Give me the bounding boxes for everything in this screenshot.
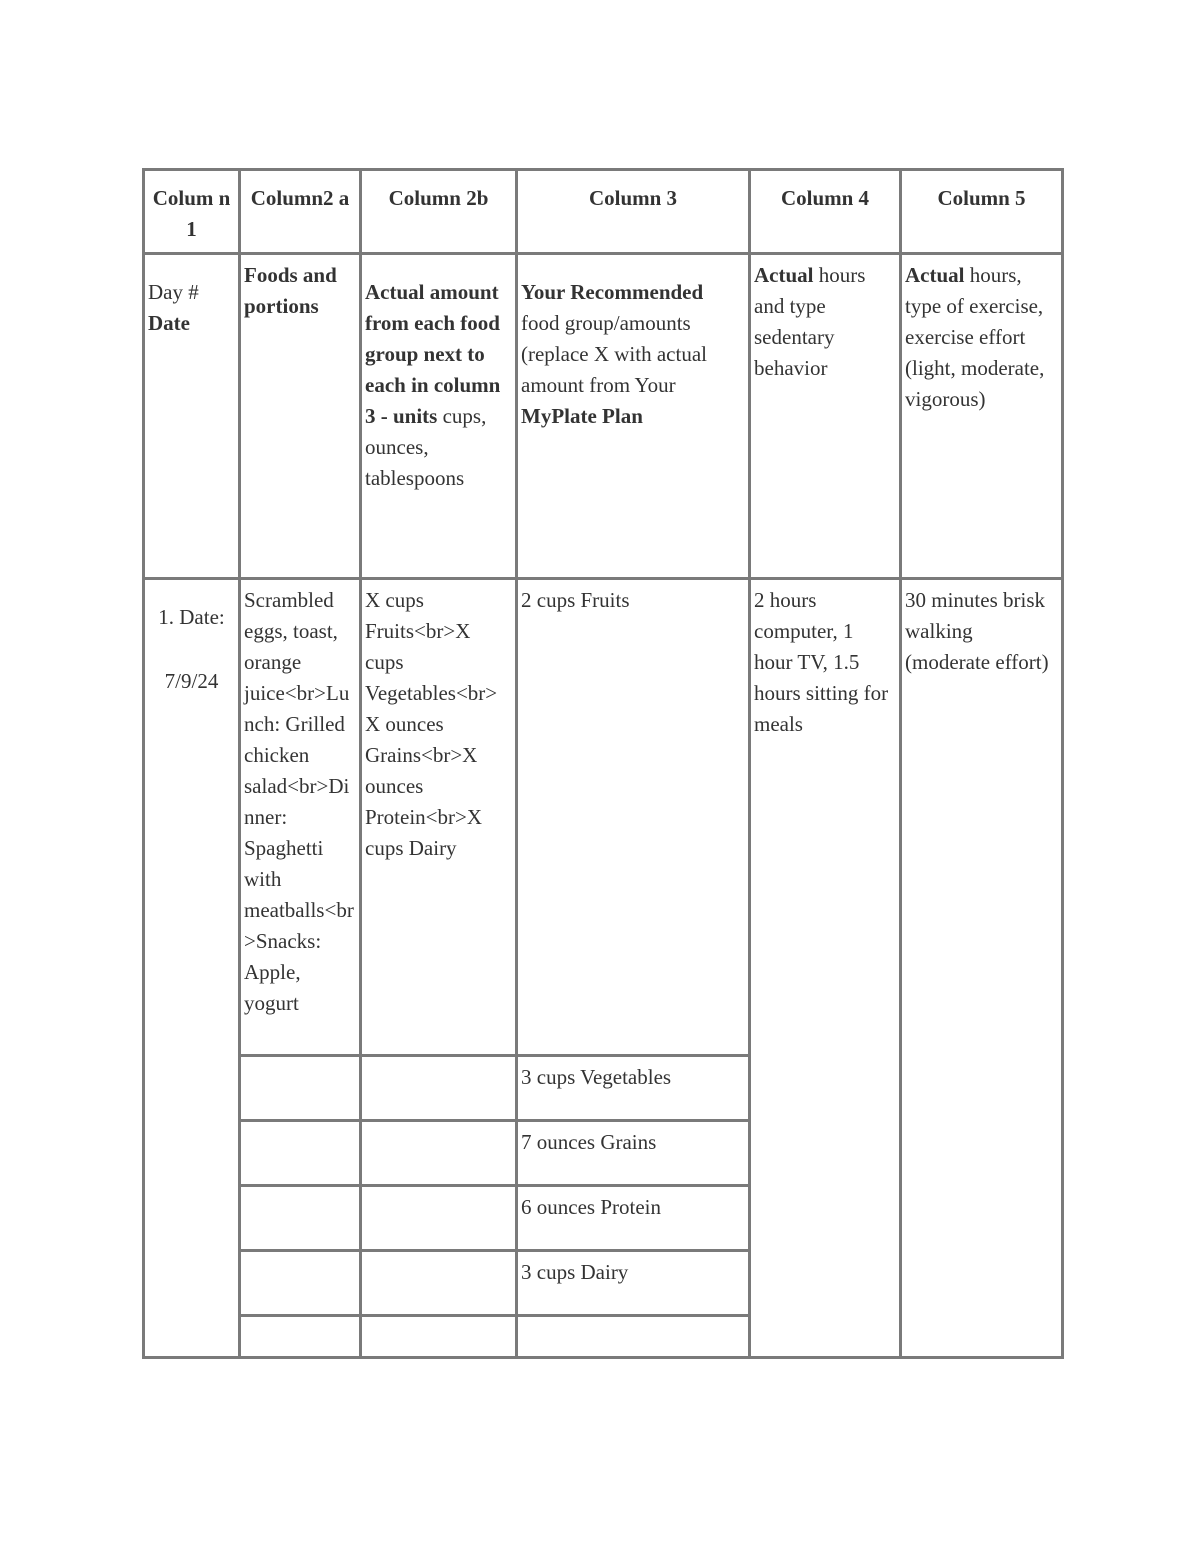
header-column-5: Column 5 xyxy=(901,170,1063,254)
day1-amount-empty-5 xyxy=(361,1316,517,1358)
instruction-exercise xyxy=(901,254,1063,579)
instruction-day-date xyxy=(144,254,240,579)
instruction-exercise-text: hours, type of exercise, exercise effort (light, moderate, vigorous) xyxy=(905,263,1045,411)
header-column-1: Colum n 1 xyxy=(144,170,240,254)
header-row xyxy=(144,170,1063,254)
day1-foods-cell: Scrambled eggs, toast, orange juice<br>Lunch: Grilled chicken salad<br>Dinner: Spaghetti with meatballs<br>Snacks: Apple, yogurt xyxy=(240,579,361,1056)
day1-date-label: 1. Date: xyxy=(158,605,225,629)
header-column-2a: Column2 a xyxy=(240,170,361,254)
day1-amount-empty-1 xyxy=(361,1056,517,1121)
day1-recommended-protein: 6 ounces Protein xyxy=(517,1186,750,1251)
header-column-4: Column 4 xyxy=(750,170,901,254)
instruction-actual-amount-units: cups, ounces, tablespoons xyxy=(365,404,487,490)
instruction-recommended xyxy=(517,254,750,579)
header-column-2b: Column 2b xyxy=(361,170,517,254)
day1-sedentary-cell: 2 hours computer, 1 hour TV, 1.5 hours sitting for meals xyxy=(750,579,901,1358)
day1-main-row xyxy=(144,579,1063,1056)
instruction-sedentary-text: hours and type sedentary behavior xyxy=(754,263,866,380)
day1-recommended-dairy: 3 cups Dairy xyxy=(517,1251,750,1316)
instruction-actual-amount-bold: Actual amount from each food group next to each in column 3 - units xyxy=(365,280,501,428)
instruction-recommended-text: food group/amounts (replace X with actual amount from Your xyxy=(521,311,707,397)
day1-amount-empty-2 xyxy=(361,1121,517,1186)
instruction-exercise-bold: Actual xyxy=(905,263,965,287)
day1-recommended-vegetables: 3 cups Vegetables xyxy=(517,1056,750,1121)
day1-foods-empty-3 xyxy=(240,1186,361,1251)
day1-recommended-fruits: 2 cups Fruits xyxy=(517,579,750,1056)
instruction-sedentary xyxy=(750,254,901,579)
instruction-recommended-bold: Your Recommended xyxy=(521,280,704,304)
day1-date-value: 7/9/24 xyxy=(164,669,219,693)
day1-recommended-grains: 7 ounces Grains xyxy=(517,1121,750,1186)
day1-exercise-cell: 30 minutes brisk walking (moderate effort) xyxy=(901,579,1063,1358)
day1-actual-amounts-cell: X cups Fruits<br>X cups Vegetables<br>X ounces Grains<br>X ounces Protein<br>X cups Dairy xyxy=(361,579,517,1056)
instruction-sedentary-bold: Actual xyxy=(754,263,814,287)
instruction-foods-portions: Foods and portions xyxy=(240,254,361,579)
day1-foods-empty-4 xyxy=(240,1251,361,1316)
day1-foods-empty-1 xyxy=(240,1056,361,1121)
day-number-label: Day # xyxy=(148,280,199,304)
day1-amount-empty-3 xyxy=(361,1186,517,1251)
instruction-row xyxy=(144,254,1063,579)
instruction-myplate-plan: MyPlate Plan xyxy=(521,404,643,428)
day1-foods-empty-2 xyxy=(240,1121,361,1186)
day1-recommended-empty xyxy=(517,1316,750,1358)
food-activity-log-table xyxy=(142,168,1064,1359)
day1-foods-empty-5 xyxy=(240,1316,361,1358)
instruction-actual-amount xyxy=(361,254,517,579)
day1-amount-empty-4 xyxy=(361,1251,517,1316)
day1-date-cell xyxy=(144,579,240,1358)
date-label: Date xyxy=(148,311,190,335)
header-column-3: Column 3 xyxy=(517,170,750,254)
